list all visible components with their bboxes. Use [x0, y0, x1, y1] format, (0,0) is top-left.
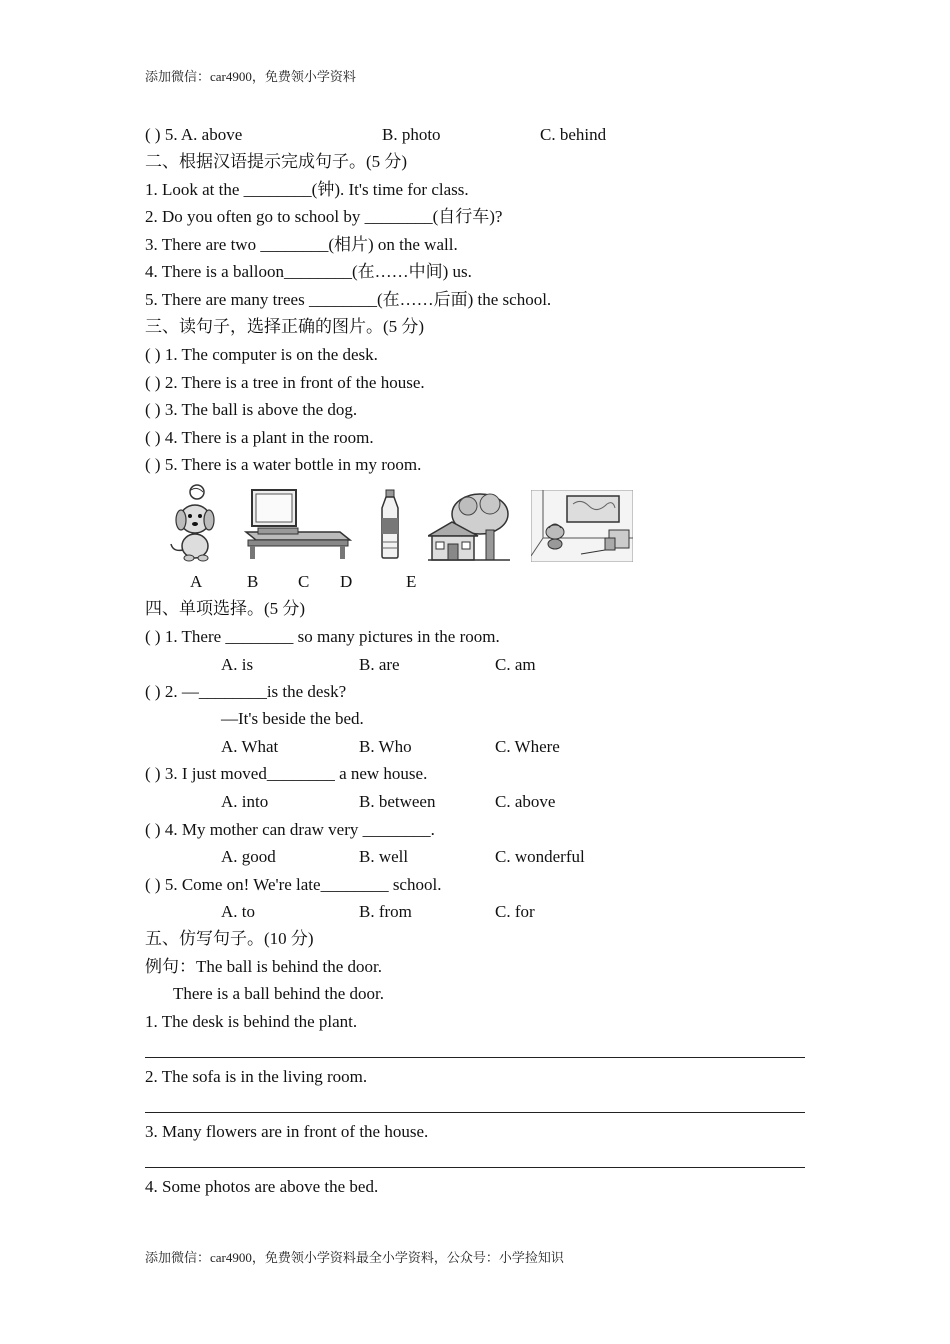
- section-2-item-2: 2. Do you often go to school by ________(自行车)?: [145, 207, 503, 226]
- answer-line-1[interactable]: [145, 1057, 805, 1058]
- section-4-q1-stem: ( ) 1. There ________ so many pictures in the room.: [145, 627, 500, 646]
- section-3-item-5: ( ) 5. There is a water bottle in my room.: [145, 455, 422, 474]
- section-2-item-4: 4. There is a balloon________(在……中间) us.: [145, 262, 472, 281]
- section-4-q4-option-b: B. well: [359, 847, 409, 866]
- section-5-item-4: 4. Some photos are above the bed.: [145, 1177, 379, 1196]
- section-4-q2-option-c: C. Where: [495, 737, 560, 756]
- section-4-q1-option-a: A. is: [221, 655, 254, 674]
- section-4-q5-stem: ( ) 5. Come on! We're late________ school.: [145, 875, 442, 894]
- picture-label-a: A: [190, 572, 203, 591]
- picture-d-house-with-tree: [428, 492, 510, 562]
- section-4-q4-stem: ( ) 4. My mother can draw very ________.: [145, 820, 435, 839]
- picture-e-room-with-plant: [531, 490, 633, 562]
- section-4-q1-option-b: B. are: [359, 655, 400, 674]
- section-4-q3-option-a: A. into: [221, 792, 269, 811]
- section-5-example-1: 例句：The ball is behind the door.: [145, 957, 383, 976]
- section-5-example-2: There is a ball behind the door.: [173, 984, 385, 1003]
- page-header: 添加微信：car4900，免费领小学资料: [145, 69, 356, 84]
- picture-label-c: C: [298, 572, 310, 591]
- section-3-item-3: ( ) 3. The ball is above the dog.: [145, 400, 358, 419]
- section-4-q4-option-c: C. wonderful: [495, 847, 585, 866]
- section-4-q1-option-c: C. am: [495, 655, 536, 674]
- picture-label-b: B: [247, 572, 259, 591]
- answer-line-3[interactable]: [145, 1167, 805, 1168]
- section-4-q2-stem: ( ) 2. —________is the desk?: [145, 682, 347, 701]
- section-4-q3-option-b: B. between: [359, 792, 436, 811]
- section-2-item-1: 1. Look at the ________(钟). It's time for class.: [145, 180, 469, 199]
- question-5-option-b: B. photo: [382, 125, 441, 144]
- section-4-q2-option-a: A. What: [221, 737, 279, 756]
- picture-a-dog-with-ball: [165, 484, 220, 562]
- picture-label-e: E: [406, 572, 417, 591]
- picture-label-d: D: [340, 572, 353, 591]
- question-5-stem: ( ) 5. A. above: [145, 125, 243, 144]
- section-5-title: 五、仿写句子。(10 分): [145, 929, 314, 948]
- section-4-q5-option-c: C. for: [495, 902, 535, 921]
- section-4-q2-answer-line: —It's beside the bed.: [221, 709, 364, 728]
- section-4-q3-option-c: C. above: [495, 792, 556, 811]
- section-3-item-2: ( ) 2. There is a tree in front of the house.: [145, 373, 425, 392]
- section-5-item-1: 1. The desk is behind the plant.: [145, 1012, 358, 1031]
- section-4-title: 四、单项选择。(5 分): [145, 599, 306, 618]
- picture-b-computer-on-desk: [244, 486, 352, 560]
- section-2-item-5: 5. There are many trees ________(在……后面) the school.: [145, 290, 552, 309]
- section-2-item-3: 3. There are two ________(相片) on the wall.: [145, 235, 458, 254]
- section-4-q4-option-a: A. good: [221, 847, 276, 866]
- section-3-item-4: ( ) 4. There is a plant in the room.: [145, 428, 374, 447]
- section-5-item-2: 2. The sofa is in the living room.: [145, 1067, 368, 1086]
- section-4-q2-option-b: B. Who: [359, 737, 412, 756]
- section-5-item-3: 3. Many flowers are in front of the house.: [145, 1122, 429, 1141]
- section-2-title: 二、根据汉语提示完成句子。(5 分): [145, 152, 408, 171]
- answer-line-2[interactable]: [145, 1112, 805, 1113]
- section-3-title: 三、读句子，选择正确的图片。(5 分): [145, 317, 425, 336]
- question-5-option-c: C. behind: [540, 125, 607, 144]
- section-4-q5-option-b: B. from: [359, 902, 412, 921]
- section-4-q5-option-a: A. to: [221, 902, 255, 921]
- page-footer: 添加微信：car4900，免费领小学资料最全小学资料，公众号：小学捡知识: [145, 1250, 564, 1265]
- picture-c-water-bottle: [378, 488, 402, 560]
- section-3-item-1: ( ) 1. The computer is on the desk.: [145, 345, 378, 364]
- section-4-q3-stem: ( ) 3. I just moved________ a new house.: [145, 764, 428, 783]
